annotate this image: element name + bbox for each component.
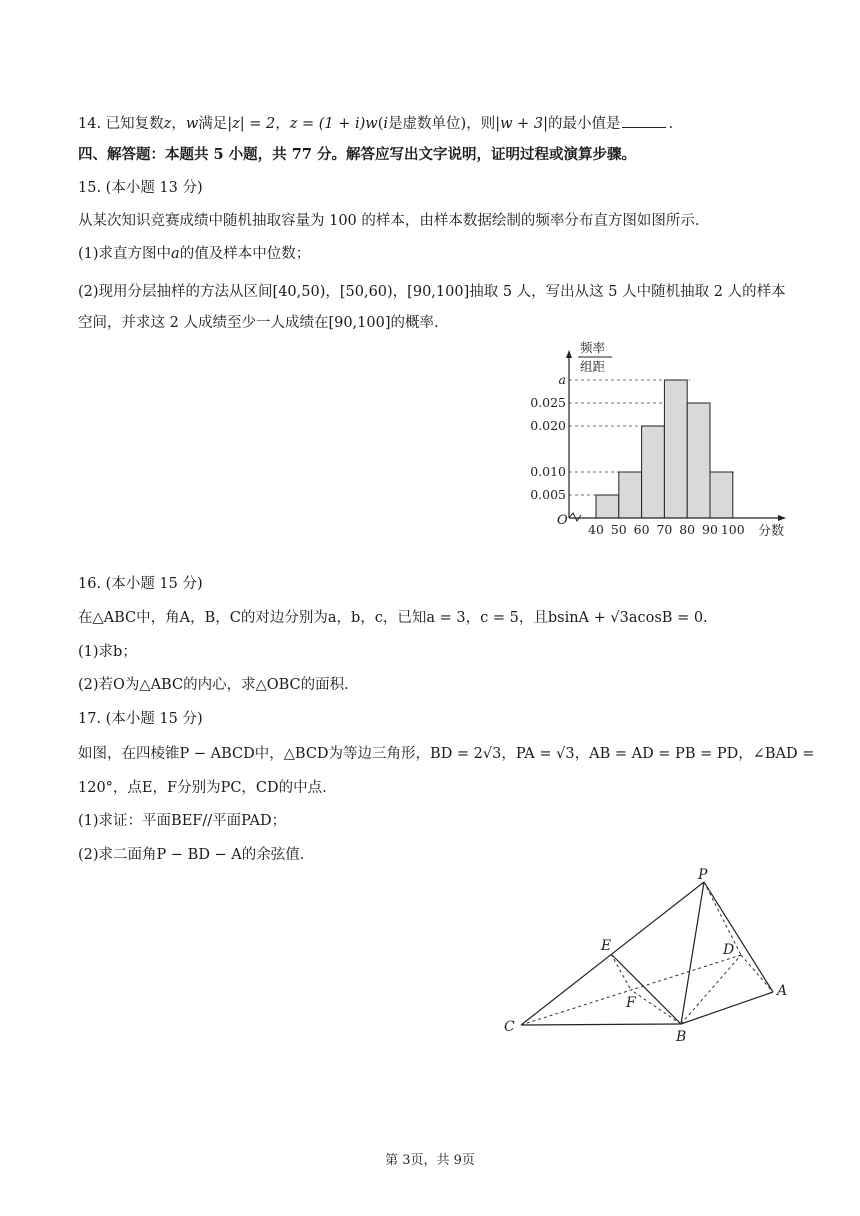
x-tick-label: 60 — [633, 522, 650, 537]
edge-DA — [741, 955, 773, 992]
y-label-top: 频率 — [580, 340, 606, 355]
y-tick-label: 0.020 — [530, 418, 566, 433]
edge-CB — [521, 1024, 681, 1025]
q16-header: 16. (本小题 15 分) — [78, 576, 203, 592]
edge-BA — [681, 992, 773, 1024]
histogram-bar — [596, 495, 619, 518]
x-tick-label: 90 — [702, 522, 718, 537]
x-tick-label: 100 — [720, 522, 745, 537]
histogram-bar — [619, 472, 642, 518]
y-tick-label: a — [558, 372, 566, 387]
axis-break — [569, 513, 581, 521]
q15-header: 15. (本小题 13 分) — [78, 180, 203, 196]
page-footer: 第 3页，共 9页 — [385, 1153, 475, 1168]
y-tick-label: 0.005 — [530, 487, 566, 502]
label-E: E — [601, 938, 612, 954]
histogram-bar — [710, 472, 733, 518]
q17-part2: (2)求二面角P − BD − A的余弦值. — [78, 847, 305, 863]
histogram-chart — [520, 336, 800, 546]
label-A: A — [777, 983, 788, 999]
answer-blank — [622, 113, 666, 128]
q17-stem-line1: 如图，在四棱锥P − ABCD中，△BCD为等边三角形，BD = 2√3，PA = √3，AB = AD = PB = PD，∠BAD = — [78, 746, 815, 762]
edge-EF — [611, 954, 631, 990]
x-tick-label: 50 — [610, 522, 627, 537]
q16-stem: 在△ABC中，角A，B，C的对边分别为a，b，c，已知a = 3，c = 5，且bsinA + √3acosB = 0. — [78, 610, 708, 626]
q15-part2-line1: (2)现用分层抽样的方法从区间[40,50)，[50,60)，[90,100]抽取 5 人，写出从这 5 人中随机抽取 2 人的样本 — [78, 284, 786, 300]
x-tick-label: 40 — [588, 522, 604, 537]
q16-part2: (2)若O为△ABC的内心，求△OBC的面积. — [78, 677, 349, 693]
q17-stem-line2: 120°，点E，F分别为PC，CD的中点. — [78, 780, 327, 796]
edge-PA — [704, 882, 773, 992]
x-tick-label: 80 — [679, 522, 696, 537]
x-axis-label: 分数 — [758, 524, 785, 539]
histogram-bar — [664, 380, 687, 518]
label-F: F — [626, 995, 636, 1011]
section-title: 四、解答题：本题共 5 小题，共 77 分。解答应写出文字说明，证明过程或演算步骤。 — [78, 146, 636, 163]
y-axis-arrow — [566, 350, 572, 358]
q14-line: 14. 已知复数z，w满足|z| = 2，z = (1 + i)w(i是虚数单位)，则|w + 3|的最小值是 . — [78, 113, 673, 134]
label-C: C — [504, 1019, 515, 1035]
q16-part1: (1)求b； — [78, 644, 137, 660]
edge-PC — [521, 882, 704, 1025]
y-tick-label: 0.025 — [530, 395, 566, 410]
label-B: B — [676, 1029, 687, 1045]
y-label-bottom: 组距 — [580, 359, 606, 374]
histogram-bar — [642, 426, 665, 518]
q15-intro: 从某次知识竞赛成绩中随机抽取容量为 100 的样本，由样本数据绘制的频率分布直方图如图所示. — [78, 213, 700, 229]
q15-part1: (1)求直方图中a的值及样本中位数； — [78, 246, 311, 262]
edge-EB — [611, 954, 681, 1024]
origin-label: O — [557, 513, 568, 528]
x-axis-arrow — [778, 515, 786, 521]
q17-part1: (1)求证：平面BEF//平面PAD； — [78, 813, 287, 829]
edge-BF — [631, 990, 681, 1024]
histogram-bar — [687, 403, 710, 518]
edge-PB — [681, 882, 704, 1024]
y-tick-label: 0.010 — [530, 464, 566, 479]
label-D: D — [723, 942, 735, 958]
x-tick-label: 70 — [656, 522, 673, 537]
q14-number: 14. — [78, 116, 102, 132]
q17-header: 17. (本小题 15 分) — [78, 711, 203, 727]
pyramid-figure — [500, 866, 800, 1056]
label-P: P — [698, 867, 708, 883]
q15-part2-line2: 空间，并求这 2 人成绩至少一人成绩在[90,100]的概率. — [78, 315, 439, 331]
